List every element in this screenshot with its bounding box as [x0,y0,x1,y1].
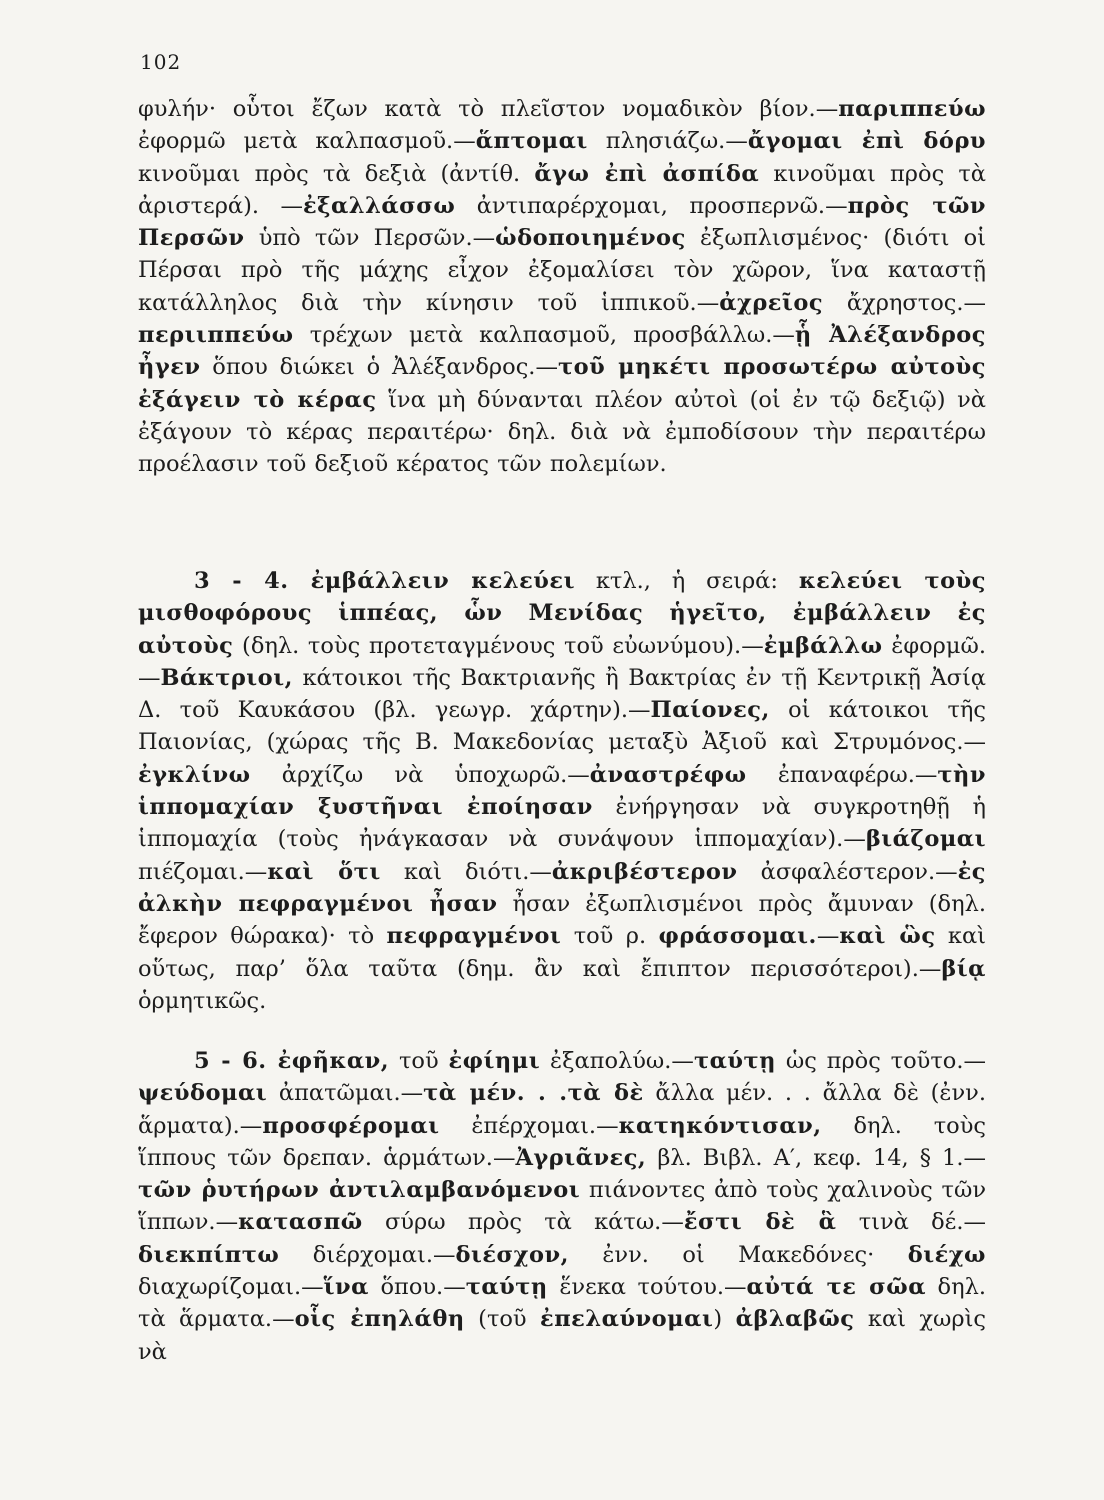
gloss-text: ἐφορμῶ.— [138,632,986,691]
lemma-term: ἅπτομαι [475,128,588,155]
gloss-text: τοῦ ρ. [561,923,659,950]
lemma-term: παριππεύω [838,96,986,122]
lemma-term: Παίονες, [650,697,770,724]
lemma-term: ἀχρεῖος [719,289,824,316]
gloss-text: ἄχρηστος.— [823,289,987,316]
paragraph-text [138,93,986,481]
lemma-term: κατηκόντισαν, [618,1112,822,1139]
gloss-text: καὶ χωρὶς νὰ [138,1306,987,1365]
lemma-term: τῶν ῥυτήρων ἀντιλαμβανόμενοι [138,1177,581,1204]
gloss-text: ἄλλα μέν. . . ἄλλα δὲ (ἐνν. ἅρματα).— [138,1080,987,1139]
gloss-text: φυλήν· οὗτοι ἔζων κατὰ τὸ πλεῖστον νομαδικὸν βίον.— [138,96,839,122]
gloss-text: ἕνεκα τούτου.— [547,1274,747,1301]
lemma-term: περιιππεύω [138,322,294,349]
paragraph-text [138,1045,986,1368]
lemma-term: καὶ ὅτι [267,858,381,885]
lemma-term: ἀναστρέφω [589,761,747,788]
gloss-text: δηλ. τοὺς ἵππους τῶν δρεπαν. ἁρμάτων.— [138,1112,986,1171]
lemma-term: ἄγομαι ἐπὶ δόρυ [747,128,987,155]
gloss-text: ὡς πρὸς τοῦτο.— [776,1048,987,1074]
lemma-term: πρὸς τῶν Περσῶν [138,192,987,252]
gloss-text: ὅπου διώκει ὁ Ἀλέξανδρος.— [200,354,558,381]
gloss-text: βλ. Βιβλ. Α′, κεφ. 14, § 1.— [646,1144,986,1171]
gloss-text: ὁρμητικῶς. [138,987,267,1014]
lemma-term: ἀβλαβῶς [735,1306,855,1333]
gloss-text: σύρω πρὸς τὰ κάτω.— [362,1209,684,1236]
gloss-text: κάτοικοι τῆς Βακτριανῆς ἢ Βακτρίας ἐν τῇ Κεντρικῇ Ἀσίᾳ Δ. τοῦ Καυκάσου (βλ. γεωγρ. χάρτην).— [138,664,986,724]
lemma-term: ἵνα [323,1274,369,1301]
gloss-text: ὑπὸ τῶν Περσῶν.— [244,225,496,252]
lemma-term: 5 - 6. ἐφῆκαν, [194,1048,390,1074]
gloss-text: τρέχων μετὰ καλπασμοῦ, προσβάλλω.— [293,322,795,349]
commentary-paragraph-3 [138,1045,986,1368]
lemma-term: αὐτά τε σῶα [746,1274,927,1301]
gloss-text: πλησιάζω.— [587,128,748,155]
lemma-term: τὴν ἱππομαχίαν ξυστῆναι ἐποίησαν [138,761,986,821]
paragraph-text [138,565,986,1017]
lemma-term: ὡδοποιημένος [495,225,686,252]
lemma-term: ἔστι δὲ ἃ [683,1209,837,1236]
lemma-term: βιάζομαι [865,826,986,853]
gloss-text: (δηλ. τοὺς προτεταγμένους τοῦ εὐωνύμου).— [233,632,764,659]
gloss-text: κτλ., ἡ σειρά: [574,568,799,594]
lemma-term: ἐφίημι [448,1048,541,1074]
lemma-term: ταύτῃ [465,1274,548,1301]
lemma-term: βίᾳ [941,955,986,982]
lemma-term: διέχω [907,1241,986,1268]
lemma-term: ἄγω ἐπὶ ἀσπίδα [534,160,760,187]
lemma-term: ψεύδομαι [138,1080,268,1107]
lemma-term: τὰ μέν. . .τὰ δὲ [423,1080,644,1107]
gloss-text: διαχωρίζομαι.— [138,1274,324,1301]
gloss-text: καὶ οὕτως, παρ’ ὅλα ταῦτα (δημ. ἂν καὶ ἔπιπτον περισσότεροι).— [138,923,987,982]
lemma-term: Ἀγριᾶνες, [515,1144,647,1171]
lemma-term: ἀκριβέστερον [551,858,738,885]
lemma-term: πεφραγμένοι [386,923,562,950]
page-number: 102 [140,50,182,74]
gloss-text: ἦσαν ἐξωπλισμένοι πρὸς ἄμυναν (δηλ. ἔφερον θώρακα)· τὸ [138,890,986,950]
commentary-paragraph-2 [138,565,986,1017]
gloss-text: ἀρχίζω νὰ ὑποχωρῶ.— [250,761,590,788]
lemma-term: φράσσομαι. [658,923,817,950]
lemma-term: ἐπελαύνομαι [540,1306,714,1333]
gloss-text: ἐξαπολύω.— [540,1048,694,1074]
gloss-text: πιέζομαι.— [138,858,268,885]
lemma-term: κατασπῶ [238,1209,363,1236]
gloss-text: ἀσφαλέστερον.— [737,858,958,885]
lemma-term: κελεύει τοὺς μισθοφόρους ἱππέας, ὧν Μενίδας ἡγεῖτο, ἐμβάλλειν ἐς αὐτοὺς [138,568,986,659]
gloss-text: ἐπαναφέρω.— [746,761,938,788]
gloss-text: διέρχομαι.— [279,1241,456,1268]
gloss-text: τοῦ [389,1048,449,1074]
gloss-text: τινὰ δέ.— [836,1209,986,1236]
lemma-term: τοῦ μηκέτι προσωτέρω αὐτοὺς ἐξάγειν τὸ κέρας [138,354,986,413]
gloss-text: — [816,923,840,950]
lemma-term: ἐς ἀλκὴν πεφραγμένοι ἦσαν [138,858,987,917]
lemma-term: διεκπίπτω [138,1241,280,1268]
lemma-term: διέσχον, [455,1241,569,1268]
gloss-text: ἵνα μὴ δύνανται πλέον αὐτοὶ (οἱ ἐν τῷ δεξιῷ) νὰ ἐξάγουν τὸ κέρας περαιτέρω· δηλ. διὰ νὰ ἐμποδίσουν τὴν περαιτέρω προέλασιν τοῦ δεξιοῦ κέρατος τῶν πολεμίων. [138,386,987,478]
gloss-text: κινοῦμαι πρὸς τὰ ἀριστερά). — [138,160,986,219]
gloss-text: ἐξωπλισμένος· (διότι οἱ Πέρσαι πρὸ τῆς μάχης εἶχον ἐξομαλίσει τὸν χῶρον, ἵνα καταστῇ κατάλληλος διὰ τὴν κίνησιν τοῦ ἱππικοῦ.— [138,225,986,316]
lemma-term: προσφέρομαι [262,1112,440,1139]
gloss-text: ἀντιπαρέρχομαι, προσπερνῶ.— [455,192,848,219]
lemma-term: ἐμβάλλω [763,632,883,659]
gloss-text: δηλ. τὰ ἅρματα.— [138,1274,986,1333]
gloss-text: ἀπατῶμαι.— [267,1080,424,1107]
gloss-text: ἐνήργησαν νὰ συγκροτηθῇ ἡ ἱππομαχία (τοὺς ἠνάγκασαν νὰ συνάψουν ἱππομαχίαν).— [138,794,986,853]
gloss-text: (τοῦ [464,1306,541,1333]
gloss-text: ἐφορμῶ μετὰ καλπασμοῦ.— [138,128,476,155]
lemma-term: ᾗ Ἀλέξανδρος ἦγεν [138,322,986,381]
gloss-text: οἱ κάτοικοι τῆς Παιονίας, (χώρας τῆς Β. Μακεδονίας μεταξὺ Ἀξιοῦ καὶ Στρυμόνος.— [138,697,987,756]
gloss-text: ὅπου.— [368,1274,466,1301]
gloss-text: ἐπέρχομαι.— [439,1112,619,1139]
lemma-term: ταύτῃ [693,1048,777,1074]
gloss-text: πιάνοντες ἀπὸ τοὺς χαλινοὺς τῶν ἵππων.— [138,1177,987,1236]
gloss-text: ἐνν. οἱ Μακεδόνες· [568,1241,908,1268]
gloss-text: ) [713,1306,736,1333]
lemma-term: καὶ ὣς [839,923,936,950]
lemma-term: ἐξαλλάσσω [302,192,456,219]
gloss-text: καὶ διότι.— [380,858,552,885]
lemma-term: οἷς ἐπηλάθη [294,1306,465,1333]
gloss-text: κινοῦμαι πρὸς τὰ δεξιὰ (ἀντίθ. [138,160,535,187]
lemma-term: 3 - 4. ἐμβάλλειν κελεύει [194,568,575,594]
commentary-paragraph-1 [138,93,986,481]
lemma-term: Βάκτριοι, [160,664,293,691]
lemma-term: ἐγκλίνω [138,761,251,788]
